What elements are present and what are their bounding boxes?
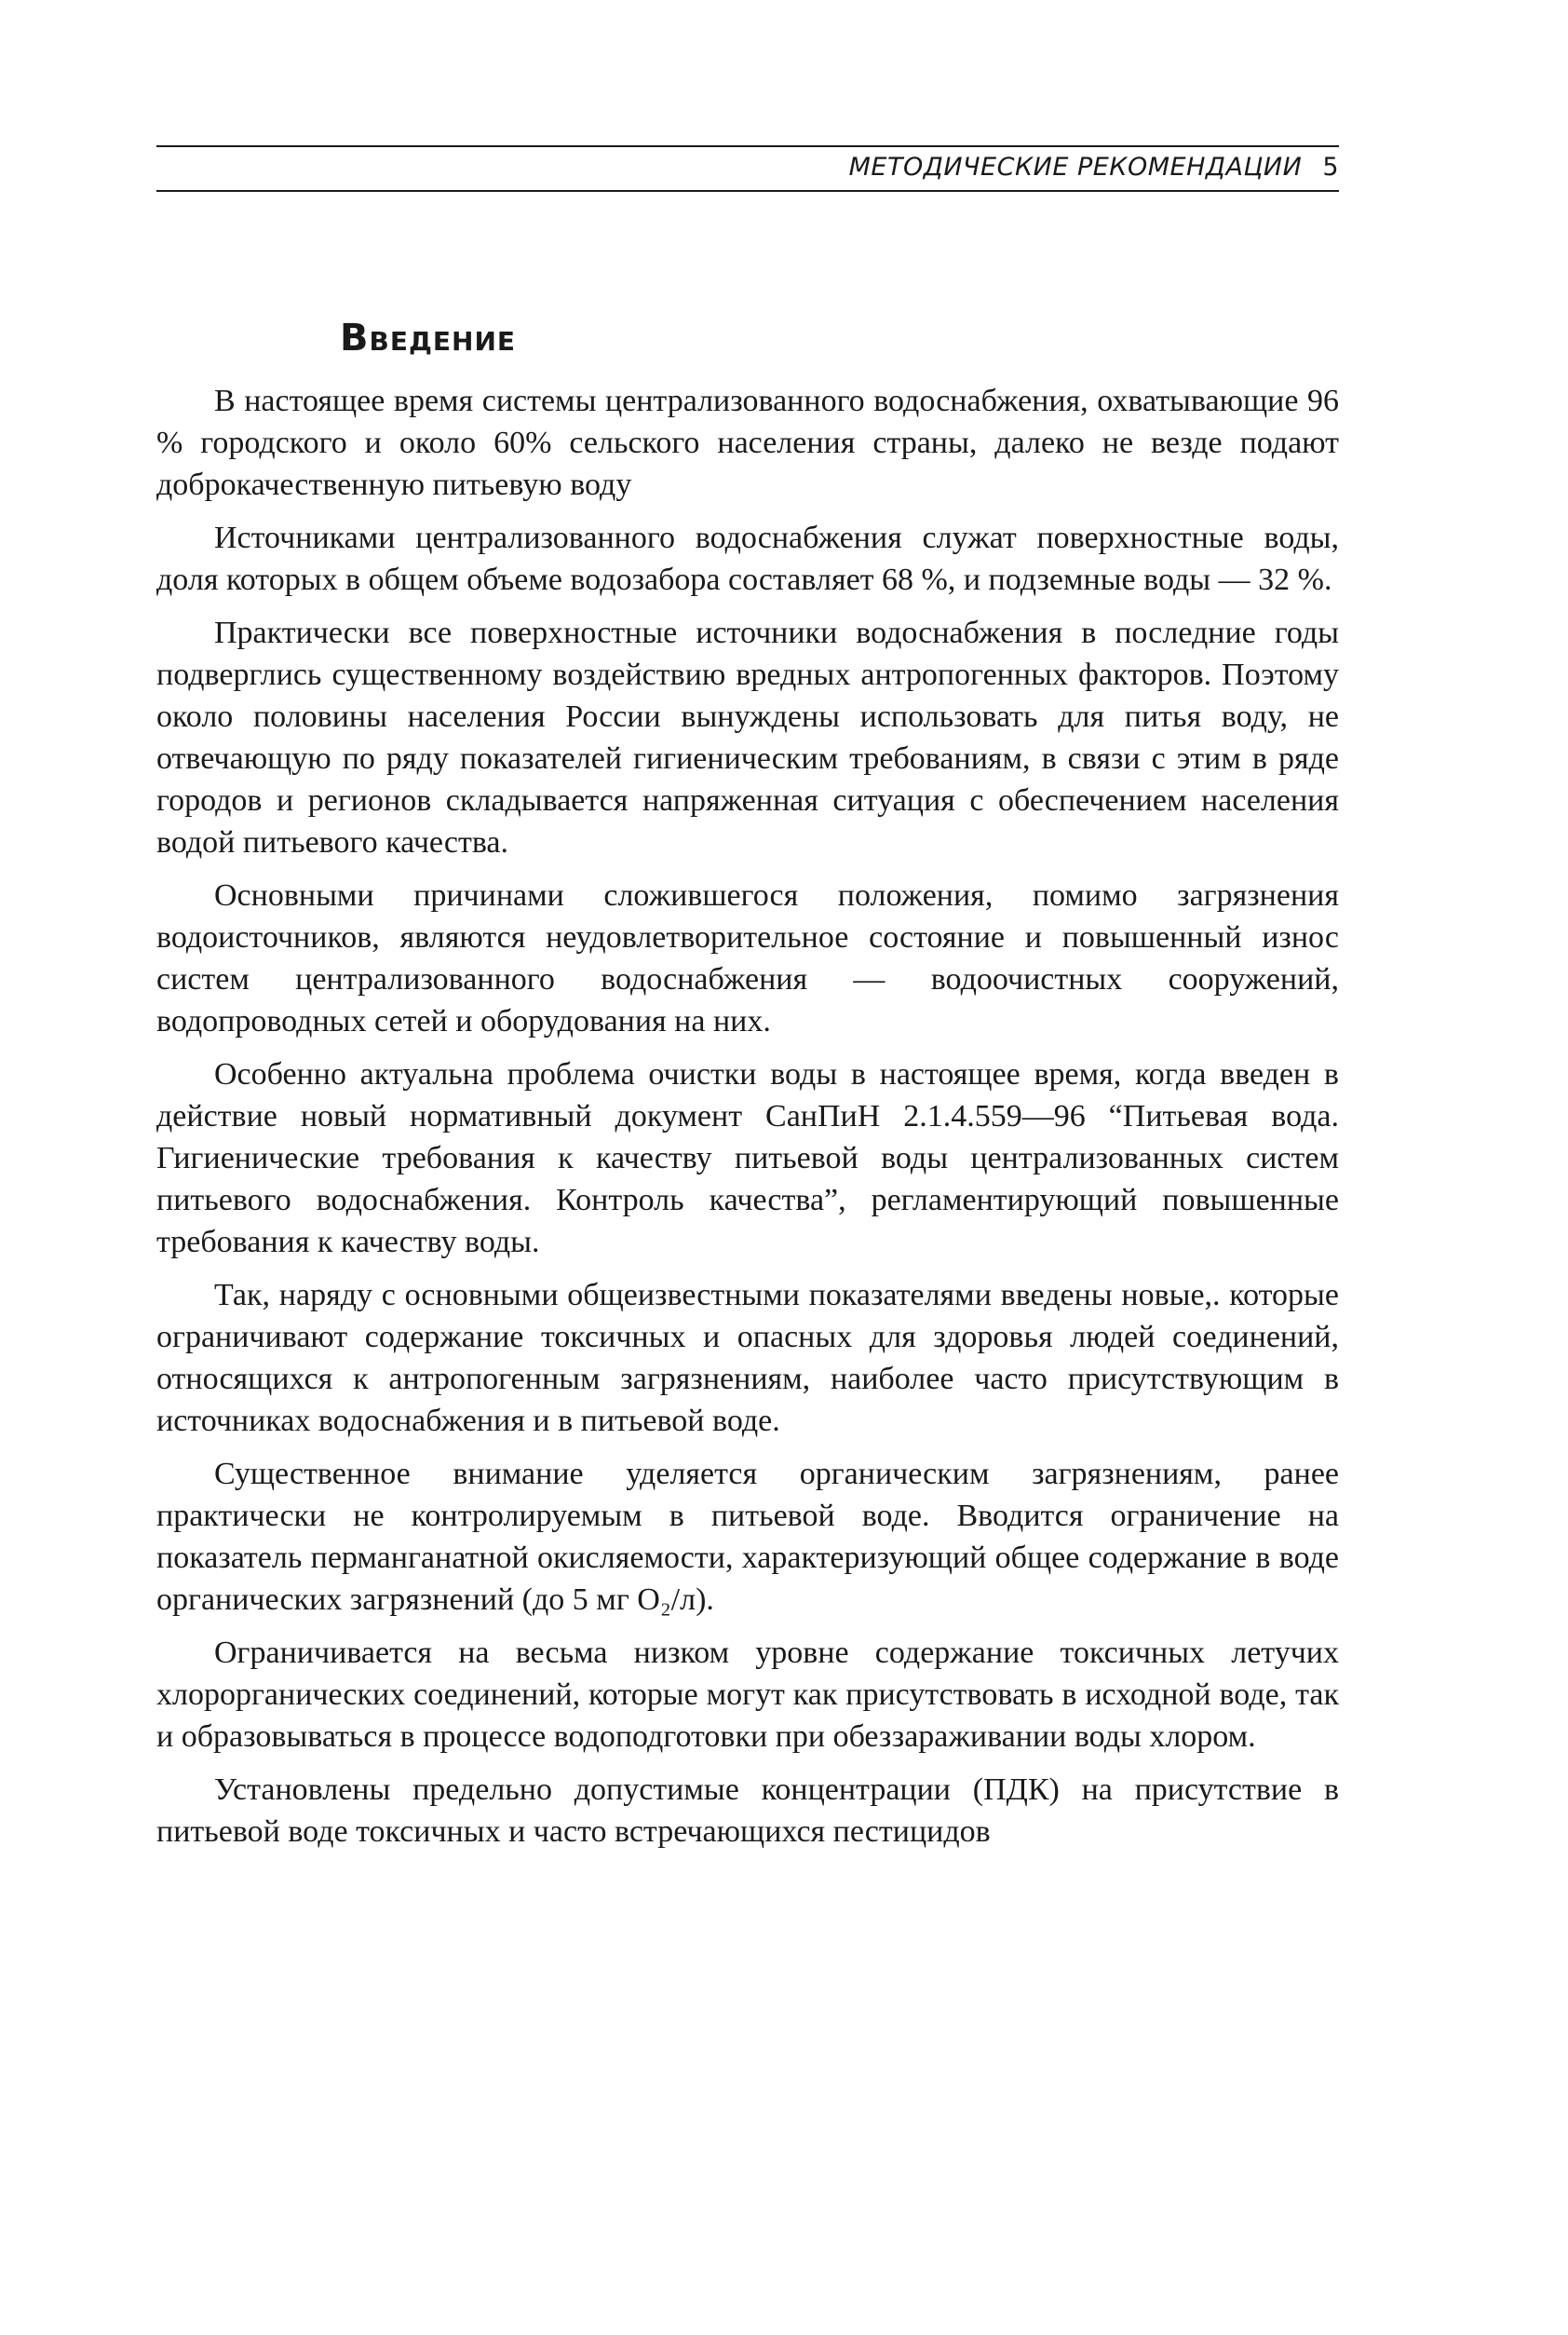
paragraph-3: Практически все поверхностные источники водоснабжения в последние годы подверглись существенному воздействию вредных антропогенных факторов. Поэтому около половины населения России вынуждены использовать для питья воду, не отвечающую по ряду показателей гигиеническим требованиям, в связи с этим в ряде городов и регионов складывается напряженная ситуация с обеспечением населения водой питьевого качества. [156, 616, 1339, 860]
section-title: Введение [340, 317, 517, 360]
running-title: МЕТОДИЧЕСКИЕ РЕКОМЕНДАЦИИ [848, 153, 1303, 182]
paragraph-9: Установлены предельно допустимые концентрации (ПДК) на присутствие в питьевой воде токсичных и часто встречающихся пестицидов [156, 1772, 1339, 1849]
header-rule-top [156, 145, 1339, 147]
page-header [156, 140, 1339, 196]
paragraph-5: Особенно актуальна проблема очистки воды в настоящее время, когда введен в действие новый нормативный документ СанПиН 2.1.4.559—96 “Питьевая вода. Гигиенические требования к качеству питьевой воды централизованных систем питьевого водоснабжения. Контроль качества”, регламентирующий повышенные требования к качеству воды. [156, 1057, 1339, 1259]
page-number: 5 [1322, 153, 1339, 182]
paragraph-4: Основными причинами сложившегося положения, помимо загрязнения водоисточников, являются неудовлетворительное состояние и повышенный износ систем централизованного водоснабжения — водоочистных сооружений, водопроводных сетей и оборудования на них. [156, 878, 1339, 1039]
paragraph-7: Существенное внимание уделяется органическим загрязнениям, ранее практически не контролируемым в питьевой воде. Вводится ограничение на показатель перманганатной окисляемости, характеризующий общее содержание в воде органических загрязнений (до 5 мг O₂/л). [156, 1457, 1339, 1617]
paragraph-6: Так, наряду с основными общеизвестными показателями введены новые,. которые ограничивают содержание токсичных и опасных для здоровья людей соединений, относящихся к антропогенным загрязнениям, наиболее часто присутствующим в источниках водоснабжения и в питьевой воде. [156, 1278, 1339, 1438]
paragraph-8: Ограничивается на весьма низком уровне содержание токсичных летучих хлорорганических соединений, которые могут как присутствовать в исходной воде, так и образовываться в процессе водоподготовки при обеззараживании воды хлором. [156, 1636, 1339, 1754]
header-rule-bottom [156, 190, 1339, 192]
paragraph-1: В настоящее время системы централизованного водоснабжения, охватывающие 96 % городского и около 60% сельского населения страны, далеко не везде подают доброкачественную питьевую воду [156, 384, 1339, 502]
running-head [849, 153, 1339, 182]
body-text [156, 380, 1339, 1864]
paragraph-2: Источниками централизованного водоснабжения служат поверхностные воды, доля которых в общем объеме водозабора составляет 68 %, и подземные воды — 32 %. [156, 521, 1339, 597]
